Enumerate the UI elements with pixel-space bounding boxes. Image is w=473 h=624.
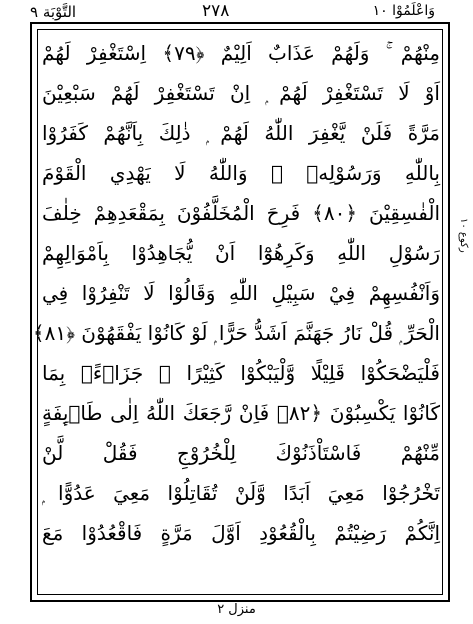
text-line: مَرَّةً فَلَنْ يَّغْفِرَ اللّٰهُ لَهُمْ ۭ ذٰلِكَ بِاَنَّهُمْ كَفَرُوْا — [42, 121, 440, 145]
text-line: كَانُوْا يَكْسِبُوْنَ ﴿٨٢﴾ فَاِنْ رَّجَعَكَ اللّٰهُ اِلٰى طَاۗىِٕفَةٍ — [42, 401, 441, 425]
text-line: الْفٰسِقِيْنَ ﴿٨٠﴾ فَرِحَ الْمُخَلَّفُوْنَ بِمَقْعَدِهِمْ خِلٰفَ — [42, 201, 440, 225]
text-line: اِنَّكُمْ رَضِيْتُمْ بِالْقُعُوْدِ اَوَّلَ مَرَّةٍ فَاقْعُدُوْا مَعَ — [42, 521, 440, 545]
text-body — [32, 33, 441, 593]
manzil-footer: منزل ٢ — [217, 602, 256, 617]
ruku-marker: رکوع ۱۰ — [458, 218, 469, 253]
text-line: اَوْ لَا تَسْتَغْفِرْ لَهُمْ ۭ اِنْ تَسْتَغْفِرْ لَهُمْ سَبْعِيْنَ — [42, 81, 440, 105]
text-line: فَلْيَضْحَكُوْا قَلِيْلًا وَّلْيَبْكُوْا كَثِيْرًا ۚ جَزَاۗءًۢ بِمَا — [42, 361, 440, 385]
text-line: مِنْهُمْ ۚ وَلَهُمْ عَذَابٌ اَلِيْمٌ ﴿٧٩﴾ اِسْتَغْفِرْ لَهُمْ — [42, 41, 440, 65]
text-line: بِاللّٰهِ وَرَسُوْلِهٖ ۭ وَاللّٰهُ لَا يَهْدِي الْقَوْمَ — [42, 161, 440, 185]
surah-name: التَّوْبَة ٩ — [30, 3, 77, 21]
text-line: وَاَنْفُسِهِمْ فِيْ سَبِيْلِ اللّٰهِ وَقَالُوْا لَا تَنْفِرُوْا فِي — [42, 281, 440, 305]
page-number: ٢٧٨ — [202, 1, 230, 21]
text-line: الْحَرِّ ۭ قُلْ نَارُ جَهَنَّمَ اَشَدُّ حَرًّا ۭ لَوْ كَانُوْا يَفْقَهُوْنَ ﴿٨١﴾ — [32, 321, 440, 345]
text-line: رَسُوْلِ اللّٰهِ وَكَرِهُوْٓا اَنْ يُّجَاهِدُوْا بِاَمْوَالِهِمْ — [42, 241, 440, 265]
para-name: وَاعْلَمُوْا ١٠ — [372, 3, 435, 19]
text-line: تَخْرُجُوْا مَعِيَ اَبَدًا وَّلَنْ تُقَاتِلُوْا مَعِيَ عَدُوًّا ۭ — [42, 481, 440, 505]
text-line: مِّنْهُمْ فَاسْتَاْذَنُوْكَ لِلْخُرُوْجِ فَقُلْ لَّنْ — [42, 441, 440, 465]
